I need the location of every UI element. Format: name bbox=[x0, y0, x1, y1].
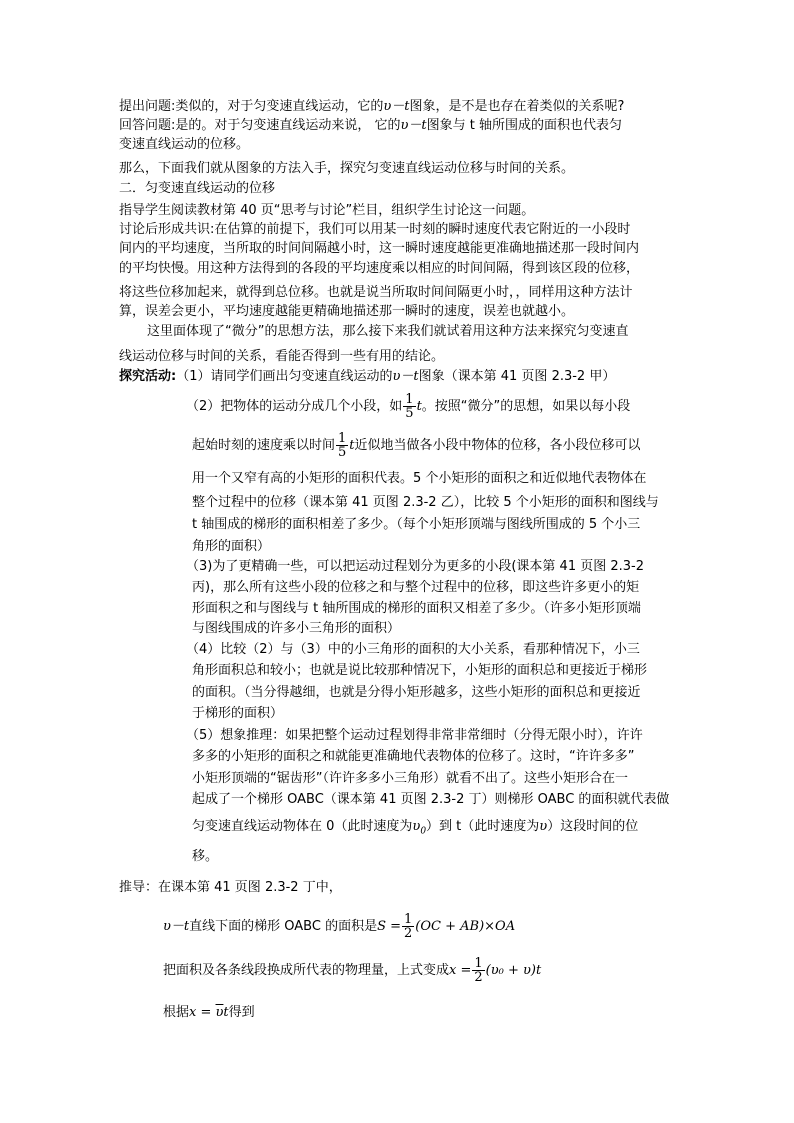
vt-symbol: υ－t bbox=[163, 919, 190, 934]
t-symbol: t bbox=[416, 399, 422, 414]
text-run: ）这段时间的位 bbox=[547, 819, 639, 834]
paragraph-line: 小矩形顶端的“锯齿形”（许许多多小三角形）就看不出了。这些小矩形合在一 bbox=[192, 771, 628, 786]
numerator: 1 bbox=[474, 956, 483, 971]
paragraph-line: （5）想象推理：如果把整个运动过程划得非常非常细时（分得无限小时），许许 bbox=[186, 728, 643, 743]
paragraph-line: （4）比较（2）与（3）中的小三角形的面积的大小关系，看那种情况下，小三 bbox=[186, 642, 640, 657]
v-symbol: υ bbox=[539, 819, 548, 834]
text-run: 图象与 t 轴所围成的面积也代表匀 bbox=[426, 118, 623, 133]
activity-line bbox=[192, 431, 641, 461]
v0-symbol: $\upsilon_0$ bbox=[412, 819, 427, 837]
paragraph-line: 于梯形的面积） bbox=[192, 706, 284, 721]
denominator: 2 bbox=[404, 926, 413, 941]
text-run: 回答问题:是的。对于匀变速直线运动来说， 它的 bbox=[119, 118, 401, 133]
paragraph-line bbox=[119, 98, 624, 116]
paragraph-line: 与图线围成的许多小三角形的面积） bbox=[192, 621, 401, 636]
text-run: 匀变速直线运动物体在 0（此时速度为 bbox=[192, 819, 413, 834]
equation-lhs: x = bbox=[189, 1005, 216, 1020]
t-symbol: t bbox=[349, 438, 355, 453]
fraction-one-half bbox=[472, 957, 484, 984]
denominator: 5 bbox=[405, 406, 414, 421]
paragraph-line: 角形的面积） bbox=[192, 539, 271, 554]
fraction-one-half bbox=[402, 913, 414, 940]
text-run: 起始时刻的速度乘以时间 bbox=[192, 438, 336, 453]
vt-symbol: υ－t bbox=[400, 118, 427, 133]
text-run: 图象，是不是也存在着类似的关系呢? bbox=[409, 99, 625, 114]
paragraph-line: 形面积之和与图线与 t 轴所围成的梯形的面积又相差了多少。（许多小矩形顶端 bbox=[192, 601, 641, 616]
paragraph-line: 起成了一个梯形 OABC（课本第 41 页图 2.3-2 丁）则梯形 OABC 的面积就代表做 bbox=[192, 792, 670, 807]
text-run: ）到 t（此时速度为 bbox=[426, 819, 540, 834]
text-run: 提出问题:类似的，对于匀变速直线运动，它的 bbox=[119, 99, 384, 114]
text-run: （1）请同学们画出匀变速直线运动的 bbox=[176, 369, 393, 384]
paragraph-line: 将这些位移加起来，就得到总位移。也就是说当所取时间间隔更小时，，同样用这种方法计 bbox=[119, 285, 633, 300]
paragraph-line bbox=[192, 818, 638, 841]
paragraph-line: （3)为了更精确一些，可以把运动过程划分为更多的小段(课本第 41 页图 2.3-2 bbox=[186, 559, 644, 574]
paragraph-line: 移。 bbox=[192, 849, 219, 864]
activity-label: 探究活动: bbox=[119, 369, 177, 384]
paragraph-line: 间内的平均速度，当所取的时间间隔越小时，这一瞬时速度越能更准确地描述那一段时间内 bbox=[119, 241, 640, 256]
equation-rhs: (OC + AB)×OA bbox=[415, 919, 516, 934]
text-run: （2）把物体的运动分成几个小段，如 bbox=[186, 399, 403, 414]
derivation-line: 推导：在课本第 41 页图 2.3-2 丁中， bbox=[119, 880, 342, 895]
paragraph-line: 这里面体现了“微分”的思想方法，那么接下来我们就试着用这种方法来探究匀变速直 bbox=[147, 324, 629, 339]
paragraph-line: 用一个又窄有高的小矩形的面积代表。5 个小矩形的面积之和近似地代表物体在 bbox=[192, 471, 647, 486]
text-run: 得到 bbox=[228, 1005, 255, 1020]
paragraph-line: 那么，下面我们就从图象的方法入手，探究匀变速直线运动位移与时间的关系。 bbox=[119, 161, 575, 176]
paragraph-line: 整个过程中的位移（课本第 41 页图 2.3-2 乙），比较 5 个小矩形的面积和图线与 bbox=[192, 495, 659, 510]
equation-rhs: (υ₀ + υ)t bbox=[485, 963, 542, 978]
paragraph-line: 讨论后形成共识:在估算的前提下，我们可以用某一时刻的瞬时速度代表它附近的一小段时 bbox=[119, 222, 631, 237]
paragraph-line: 丙)，那么所有这些小段的位移之和与整个过程中的位移，即这些许多更小的矩 bbox=[192, 580, 640, 595]
paragraph-line: 变速直线运动的位移。 bbox=[119, 137, 250, 152]
t-symbol: t bbox=[223, 1005, 229, 1020]
text-run: 图象（课本第 41 页图 2.3-2 甲） bbox=[418, 369, 616, 384]
equation-lhs: x = bbox=[449, 963, 472, 978]
text-run: 。按照“微分”的思想，如果以每小段 bbox=[421, 399, 631, 414]
denominator: 2 bbox=[474, 970, 483, 985]
activity-line bbox=[186, 392, 630, 422]
paragraph-line: 角形面积总和较小；也就是说比较那种情况下，小矩形的面积总和更接近于梯形 bbox=[192, 663, 648, 678]
v-letter: υ bbox=[412, 819, 421, 834]
paragraph-line bbox=[119, 117, 622, 135]
text-run: 近似地当做各小段中物体的位移，各小段位移可以 bbox=[354, 438, 641, 453]
text-run: 把面积及各条线段换成所代表的物理量，上式变成 bbox=[163, 963, 450, 978]
derivation-line bbox=[163, 1004, 255, 1022]
paragraph-line: 多多的小矩形的面积之和就能更准确地代表物体的位移了。这时，“许许多多” bbox=[192, 749, 635, 764]
numerator: 1 bbox=[404, 912, 413, 927]
vt-symbol: υ－t bbox=[392, 369, 419, 384]
paragraph-line: 指导学生阅读教材第 40 页“思考与讨论”栏目，组织学生讨论这一问题。 bbox=[119, 203, 535, 218]
text-run: 直线下面的梯形 OABC 的面积是 bbox=[189, 919, 378, 934]
vbar-symbol: $\overline{\upsilon}$ bbox=[215, 1005, 224, 1020]
paragraph-line: 的面积。（当分得越细，也就是分得小矩形越多，这些小矩形的面积总和更接近 bbox=[192, 685, 641, 700]
paragraph-line: 算，误差会更小，平均速度越能更精确地描述那一瞬时的速度，误差也就越小。 bbox=[119, 304, 575, 319]
equation-lhs: S = bbox=[377, 919, 402, 934]
fraction-one-fifth bbox=[336, 432, 348, 459]
text-run: 根据 bbox=[163, 1005, 190, 1020]
section-heading: 二．匀变速直线运动的位移 bbox=[119, 181, 276, 196]
vt-symbol: υ－t bbox=[383, 99, 410, 114]
numerator: 1 bbox=[338, 431, 347, 446]
numerator: 1 bbox=[405, 392, 414, 407]
fraction-one-fifth bbox=[403, 393, 415, 420]
paragraph-line: 线运动位移与时间的关系，看能否得到一些有用的结论。 bbox=[119, 349, 445, 364]
derivation-line bbox=[163, 912, 515, 942]
paragraph-line: t 轴围成的梯形的面积相差了多少。（每个小矩形顶端与图线所围成的 5 个小三 bbox=[192, 517, 641, 532]
denominator: 5 bbox=[338, 445, 347, 460]
derivation-line bbox=[163, 956, 541, 986]
activity-line bbox=[119, 368, 615, 386]
paragraph-line: 的平均快慢。用这种方法得到的各段的平均速度乘以相应的时间间隔，得到该区段的位移， bbox=[119, 261, 640, 276]
